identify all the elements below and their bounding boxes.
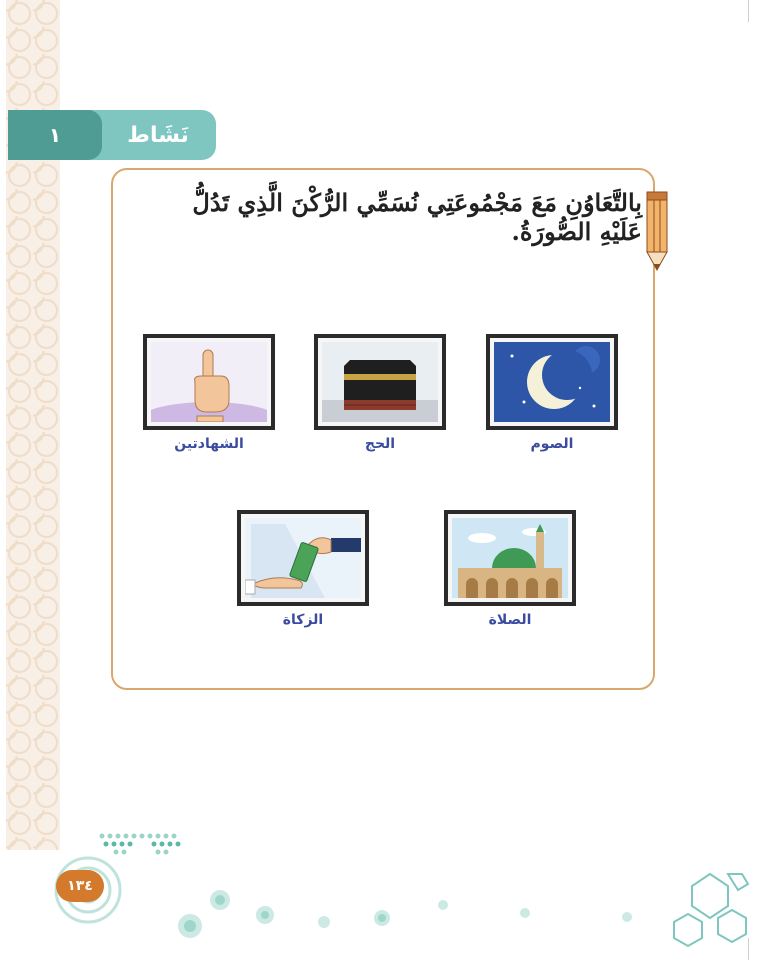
rosette-icon [176, 912, 204, 940]
crop-mark [748, 0, 749, 22]
pillar-card-hajj [301, 334, 459, 452]
activity-number: ١ [8, 110, 102, 160]
pillar-caption: الشهادتين [174, 436, 244, 452]
rosette-icon [436, 898, 450, 912]
rosette-icon [316, 914, 332, 930]
page-number: ١٣٤ [56, 870, 104, 902]
crescent-moon-icon [486, 334, 618, 430]
rosette-icon [208, 888, 232, 912]
pillar-card-shahada [130, 334, 288, 452]
kaaba-icon [314, 334, 446, 430]
rosette-icon [372, 908, 392, 928]
pillar-card-prayer [431, 510, 589, 628]
giving-money-icon [237, 510, 369, 606]
pillar-caption: الصوم [530, 436, 574, 452]
pillar-card-fasting [473, 334, 631, 452]
pillar-card-zakat [224, 510, 382, 628]
pillar-caption: الزكاة [282, 612, 324, 628]
instruction-text: بِالتَّعَاوُنِ مَعَ مَجْمُوعَتِي نُسَمِّي الرُّكْنَ الَّذِي تَدُلُّ عَلَيْهِ الصُّورَةُ. [192, 188, 642, 246]
pillar-caption: الحج [364, 436, 396, 452]
pillar-caption: الصلاة [488, 612, 532, 628]
rosette-icon [620, 910, 634, 924]
activity-title: نَشَاط [127, 122, 189, 148]
pencil-icon [645, 190, 669, 274]
mosque-icon [444, 510, 576, 606]
rosette-icon [254, 904, 276, 926]
geometric-pattern-icon [668, 868, 752, 952]
rosette-icon [518, 906, 532, 920]
raised-finger-icon [143, 334, 275, 430]
